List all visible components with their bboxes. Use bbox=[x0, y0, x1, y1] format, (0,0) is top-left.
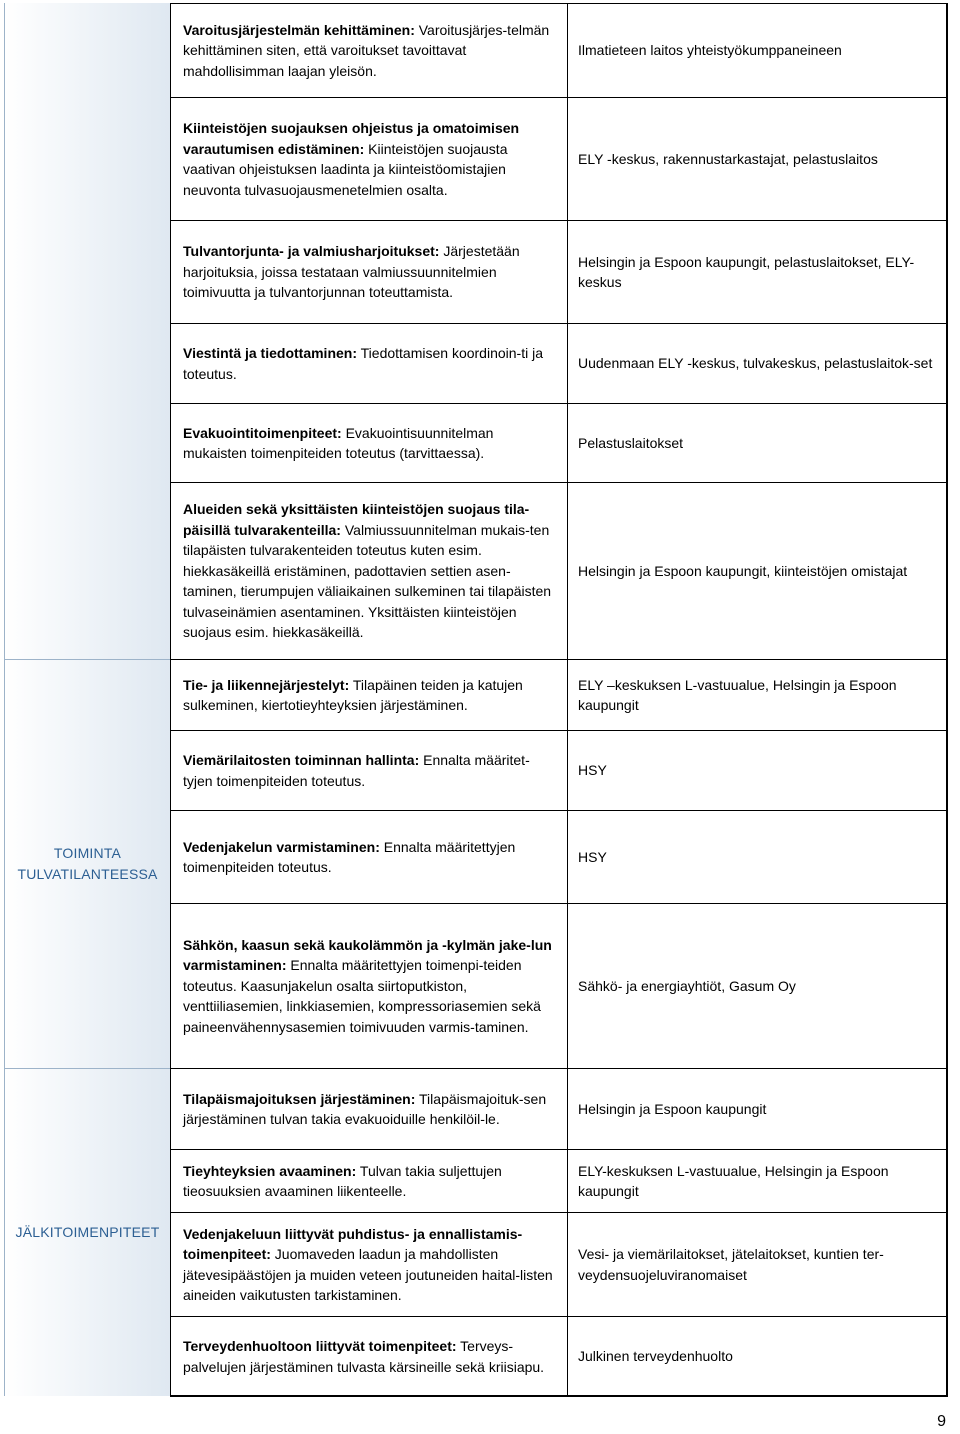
responsible-cell: Vesi- ja viemärilaitokset, jätelaitokset, kuntien ter-veydensuojeluviranomaiset bbox=[567, 1212, 948, 1316]
action-cell: Vedenjakelun varmistaminen: Ennalta määritettyjen toimenpiteiden toteutus. bbox=[170, 810, 567, 903]
responsible-cell: Helsingin ja Espoon kaupungit bbox=[567, 1068, 948, 1149]
section-aftermath bbox=[4, 1068, 170, 1396]
page-number: 9 bbox=[937, 1413, 946, 1430]
table-bottom-border bbox=[170, 1395, 948, 1397]
action-cell: Sähkön, kaasun sekä kaukolämmön ja -kylmän jake-lun varmistaminen: Ennalta määritettyjen toimenpi-teiden toteutus. Kaasunjakelun osalta siirtoputkiston, venttiiliasemien, linkkiasemien, kompressoriasemien sekä paineenvähennysasemien toimivuuden varmis-taminen. bbox=[170, 903, 567, 1068]
responsible-cell: Ilmatieteen laitos yhteistyökumppaneineen bbox=[567, 3, 948, 97]
action-cell: Vedenjakeluun liittyvät puhdistus- ja ennallistamis-toimenpiteet: Juomaveden laadun ja mahdollisten jätevesipäästöjen ja muiden veteen joutuneiden haital-listen aineiden vaikutusten tarkistaminen. bbox=[170, 1212, 567, 1316]
responsible-cell: Pelastuslaitokset bbox=[567, 403, 948, 482]
responsible-cell: Helsingin ja Espoon kaupungit, kiinteistöjen omistajat bbox=[567, 482, 948, 659]
action-cell: Tilapäismajoituksen järjestäminen: Tilapäismajoituk-sen järjestäminen tulvan takia evakuoiduille henkilöil-le. bbox=[170, 1068, 567, 1149]
responsible-cell: Uudenmaan ELY -keskus, tulvakeskus, pelastuslaitok-set bbox=[567, 323, 948, 403]
action-cell: Tie- ja liikennejärjestelyt: Tilapäinen teiden ja katujen sulkeminen, kiertotieyhteyksien järjestäminen. bbox=[170, 659, 567, 730]
responsible-cell: HSY bbox=[567, 730, 948, 810]
action-cell: Tieyhteyksien avaaminen: Tulvan takia suljettujen tieosuuksien avaaminen liikenteelle. bbox=[170, 1149, 567, 1212]
section-preparation bbox=[4, 3, 170, 659]
responsible-cell: ELY-keskuksen L-vastuualue, Helsingin ja Espoon kaupungit bbox=[567, 1149, 948, 1212]
action-cell: Varoitusjärjestelmän kehittäminen: Varoitusjärjes-telmän kehittäminen siten, että varoitukset tavoittavat mahdollisimman laajan yleisön. bbox=[170, 3, 567, 97]
responsible-cell: ELY –keskuksen L-vastuualue, Helsingin ja Espoon kaupungit bbox=[567, 659, 948, 730]
action-cell: Viemärilaitosten toiminnan hallinta: Ennalta määritet-tyjen toimenpiteiden toteutus. bbox=[170, 730, 567, 810]
action-cell: Tulvantorjunta- ja valmiusharjoitukset: Järjestetään harjoituksia, joissa testataan valmiussuunnitelmien toimivuutta ja tulvantorjunnan toteuttamista. bbox=[170, 220, 567, 323]
responsible-cell: Julkinen terveydenhuolto bbox=[567, 1316, 948, 1396]
responsible-cell: Sähkö- ja energiayhtiöt, Gasum Oy bbox=[567, 903, 948, 1068]
action-cell: Evakuointitoimenpiteet: Evakuointisuunnitelman mukaisten toimenpiteiden toteutus (tarvittaessa). bbox=[170, 403, 567, 482]
action-cell: Viestintä ja tiedottaminen: Tiedottamisen koordinoin-ti ja toteutus. bbox=[170, 323, 567, 403]
section-label-aftermath: JÄLKITOIMENPITEET bbox=[15, 1224, 160, 1240]
action-cell: Alueiden sekä yksittäisten kiinteistöjen suojaus tila-päisillä tulvarakenteilla: Valmiussuunnitelman mukais-ten tilapäisten tulvarakenteiden toteutus kuten esim. hiekkasäkeillä eristäminen, padottavien settien asen-taminen, tierumpujen väliaikainen sulkeminen tai tilapäisten tulvaseinämien asentaminen. Yksittäisten kiinteistöjen suojaus esim. hiekkasäkeillä. bbox=[170, 482, 567, 659]
responsible-cell: Helsingin ja Espoon kaupungit, pelastuslaitokset, ELY-keskus bbox=[567, 220, 948, 323]
action-cell: Terveydenhuoltoon liittyvät toimenpiteet: Terveys-palvelujen järjestäminen tulvasta kärsineille sekä kriisiapu. bbox=[170, 1316, 567, 1396]
responsible-cell: ELY -keskus, rakennustarkastajat, pelastuslaitos bbox=[567, 97, 948, 220]
action-cell: Kiinteistöjen suojauksen ohjeistus ja omatoimisen varautumisen edistäminen: Kiinteistöjen suojausta vaativan ohjeistuksen laadinta ja kiinteistöomistajien neuvonta tulvasuojausmenetelmien osalta. bbox=[170, 97, 567, 220]
section-flood-action bbox=[4, 659, 170, 1068]
responsible-cell: HSY bbox=[567, 810, 948, 903]
section-label-flood-action: TOIMINTA TULVATILANTEESSA bbox=[17, 845, 158, 882]
